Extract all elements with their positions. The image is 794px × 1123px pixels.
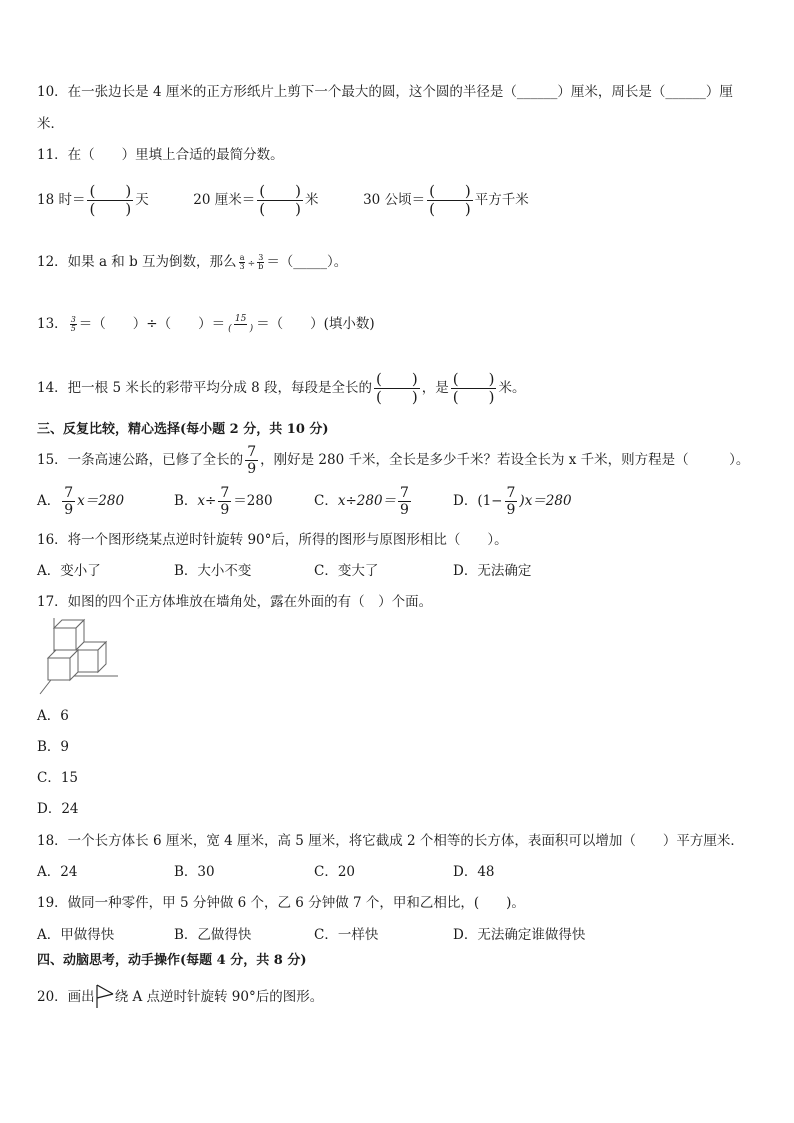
q19-option-b[interactable]: B．乙做得快: [174, 927, 252, 943]
q11-item1-unit: 天: [135, 192, 149, 208]
q14-fraction-1: $\frac{( )}{( )}$: [376, 370, 418, 406]
q19-option-c[interactable]: C．一样快: [314, 927, 379, 943]
q16-option-c[interactable]: C．变大了: [314, 563, 379, 579]
flag-shape-figure: [95, 983, 115, 1009]
question-19-stem: 19．做同一种零件，甲 5 分钟做 6 个，乙 6 分钟做 7 个，甲和乙相比，( )。: [37, 895, 525, 911]
q11-item2-unit: 米: [305, 192, 319, 208]
question-15-stem: [37, 442, 749, 478]
q15-suffix: ，刚好是 280 千米，全长是多少千米？若设全长为 x 千米，则方程是（ ）。: [260, 452, 750, 468]
q13-fraction-15-over-blank: $\frac{15}{( )}$: [228, 314, 254, 334]
q13-fraction-3-over-5: $\frac{3}{5}$: [70, 315, 76, 333]
q18-option-b[interactable]: B．30: [174, 864, 215, 880]
q16-option-d[interactable]: D．无法确定: [453, 563, 532, 579]
q20-prefix: 20．画出: [37, 989, 95, 1005]
q15-fraction-7-over-9: $\frac{7}{9}$: [247, 444, 257, 477]
stacked-cubes-figure: [36, 618, 120, 696]
question-11-stem: 11．在（ ）里填上合适的最简分数。: [37, 147, 284, 163]
question-10-line1: 10．在一张边长是 4 厘米的正方形纸片上剪下一个最大的圆，这个圆的半径是（______）厘米，周长是（______）厘: [37, 84, 733, 100]
q19-option-a[interactable]: A．甲做得快: [37, 927, 115, 943]
q18-option-a[interactable]: A．24: [37, 864, 78, 880]
q13-prefix: 13．: [37, 316, 68, 332]
q14-prefix: 14．把一根 5 米长的彩带平均分成 8 段，每段是全长的: [37, 380, 373, 396]
question-20: [37, 983, 323, 1009]
q16-option-a[interactable]: A．变小了: [37, 563, 101, 579]
q11-item1-left: 18 时＝: [37, 192, 86, 208]
question-10-line2: 米．: [37, 116, 64, 132]
q15-option-c[interactable]: C．x÷280＝ $\frac{7}{9}$: [314, 485, 409, 518]
q11-fraction-1: $\frac{( )}{( )}$: [89, 182, 132, 218]
question-17-stem: 17．如图的四个正方体堆放在墙角处，露在外面的有（ ）个面。: [37, 594, 433, 610]
q17-option-d[interactable]: D．24: [37, 801, 79, 817]
q12-fraction-a-over-3: $\frac{a}{3}$: [239, 253, 245, 271]
question-14: [37, 366, 525, 410]
q11-fraction-2: $\frac{( )}{( )}$: [259, 182, 301, 218]
q12-divide-sign: ÷: [247, 259, 256, 269]
q14-fraction-2: $\frac{( )}{( )}$: [452, 370, 495, 406]
q17-option-c[interactable]: C．15: [37, 770, 79, 786]
q17-option-a[interactable]: A．6: [37, 708, 69, 724]
question-13: [37, 314, 375, 334]
q18-option-c[interactable]: C．20: [314, 864, 356, 880]
q14-suffix: 米。: [498, 380, 526, 396]
q13-suffix: ＝（ ）(填小数): [256, 316, 375, 332]
q15-option-d[interactable]: D．(1− $\frac{7}{9}$ )x＝280: [453, 485, 572, 518]
q15-prefix: 15．一条高速公路，已修了全长的: [37, 452, 244, 468]
q13-middle: ＝（ ）÷（ ）＝: [78, 316, 226, 332]
q12-prefix: 12．如果 a 和 b 互为倒数，那么: [37, 254, 237, 270]
q20-suffix: 绕 A 点逆时针旋转 90°后的图形。: [114, 989, 324, 1005]
q14-middle: ，是: [421, 380, 449, 396]
q17-option-b[interactable]: B．9: [37, 739, 70, 755]
section-3-heading: 三、反复比较，精心选择(每小题 2 分，共 10 分): [37, 422, 329, 437]
section-4-heading: 四、动脑思考，动手操作(每题 4 分，共 8 分): [37, 953, 307, 968]
q12-fraction-3-over-b: $\frac{3}{b}$: [258, 253, 264, 271]
q18-option-d[interactable]: D．48: [453, 864, 495, 880]
q11-item2-left: 20 厘米＝: [193, 192, 256, 208]
q12-suffix: ＝（_____）。: [266, 254, 348, 270]
q11-item3-left: 30 公顷＝: [363, 192, 426, 208]
question-12: [37, 252, 347, 274]
q19-option-d[interactable]: D．无法确定谁做得快: [453, 927, 586, 943]
question-18-stem: 18．一个长方体长 6 厘米，宽 4 厘米，高 5 厘米，将它截成 2 个相等的长方体，表面积可以增加（ ）平方厘米．: [37, 833, 744, 849]
q16-option-b[interactable]: B．大小不变: [174, 563, 252, 579]
q15-option-a[interactable]: A． $\frac{7}{9}$ x＝280: [37, 485, 125, 518]
q15-option-b[interactable]: B．x÷ $\frac{7}{9}$ ＝280: [174, 485, 273, 518]
question-16-stem: 16．将一个图形绕某点逆时针旋转 90°后，所得的图形与原图形相比（ ）。: [37, 532, 508, 548]
question-11-items: [37, 178, 529, 222]
q11-item3-unit: 平方千米: [474, 192, 529, 208]
q11-fraction-3: $\frac{( )}{( )}$: [429, 182, 471, 218]
